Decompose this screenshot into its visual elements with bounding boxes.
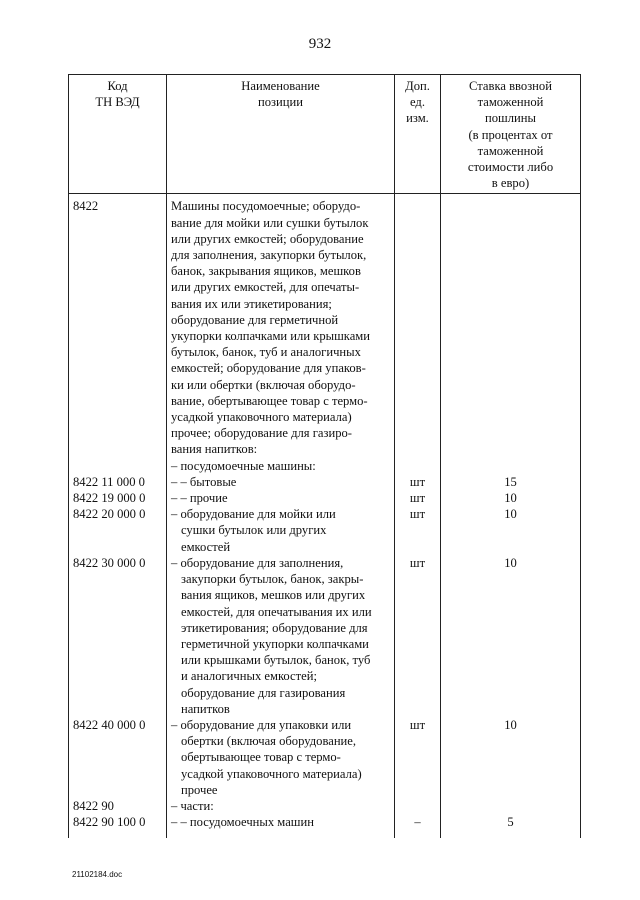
tariff-table [68,74,581,838]
cell-name [167,490,395,506]
header-unit [395,75,441,194]
cell-name-line: – оборудование для заполнения, [171,555,344,570]
cell-name-line: емкостей; оборудование для упаков- [171,361,366,376]
cell-name-line: усадкой упаковочного материала) [171,410,352,425]
cell-name-line: закупорки бутылок, банок, закры- [181,572,364,587]
cell-name-line: – части: [171,798,214,813]
cell-name [167,814,395,838]
cell-unit: шт [395,717,441,798]
cell-rate: 10 [441,490,581,506]
header-rate-line: в евро) [491,176,530,191]
cell-name-line: или других емкостей, для опечаты- [171,280,360,295]
cell-rate: 15 [441,474,581,490]
cell-name-line: – оборудование для мойки или [171,507,336,522]
cell-name-line: прочее [181,782,218,797]
cell-name-line: укупорки колпачками или крышками [171,329,371,344]
cell-name-line: – – бытовые [171,474,237,489]
cell-name [167,474,395,490]
cell-unit: шт [395,555,441,717]
header-rate-line: таможенной [477,143,544,158]
header-rate-line: стоимости либо [467,160,554,175]
footer-filename: 21102184.doc [72,870,123,879]
cell-code: 8422 40 000 0 [69,717,167,798]
cell-unit [395,798,441,814]
cell-code: 8422 11 000 0 [69,474,167,490]
cell-name-line: емкостей [181,539,231,554]
cell-name-line: бутылок, банок, туб и аналогичных [171,345,361,360]
header-code-line: ТН ВЭД [95,95,140,110]
cell-unit [395,458,441,474]
cell-rate: 10 [441,717,581,798]
cell-name-line: оборудование для герметичной [171,312,339,327]
table-body [69,194,581,838]
header-code-line: Код [107,79,128,93]
cell-name [167,194,395,458]
cell-unit: шт [395,490,441,506]
cell-code: 8422 19 000 0 [69,490,167,506]
cell-name-line: вания напитков: [171,442,258,457]
cell-name-line: этикетирования; оборудование для [181,620,368,635]
header-unit-line: Доп. [405,79,430,93]
cell-unit: – [395,814,441,838]
cell-name-line: вания ящиков, мешков или других [181,588,366,603]
cell-code: 8422 90 100 0 [69,814,167,838]
cell-name-line: и аналогичных емкостей; [181,669,317,684]
cell-unit: шт [395,474,441,490]
cell-code: 8422 [69,194,167,458]
page-number: 932 [308,36,332,52]
header-name-line: позиции [258,95,303,110]
cell-name [167,798,395,814]
cell-name-line: ки или обертки (включая оборудо- [171,377,356,392]
cell-name-line: сушки бутылок или других [181,523,327,538]
table-row [69,717,581,798]
cell-name [167,458,395,474]
header-code [69,75,167,194]
cell-name-line: вания их или этикетирования; [171,296,332,311]
cell-rate: 10 [441,555,581,717]
header-rate-line: Ставка ввозной [469,79,552,93]
cell-name-line: напитков [181,701,230,716]
cell-code: 8422 30 000 0 [69,555,167,717]
table-row [69,506,581,555]
header-rate [441,75,581,194]
cell-name-line: оборудование для газирования [181,685,346,700]
cell-rate: 10 [441,506,581,555]
cell-name-line: Машины посудомоечные; оборудо- [171,199,361,214]
table-header [69,75,581,194]
cell-name-line: вание для мойки или сушки бутылок [171,215,369,230]
cell-name-line: – – посудомоечных машин [171,815,314,830]
cell-rate: 5 [441,814,581,838]
cell-rate [441,798,581,814]
header-row [69,75,581,194]
cell-name-line: герметичной укупорки колпачками [181,636,369,651]
cell-name [167,717,395,798]
cell-name-line: банок, закрывания ящиков, мешков [171,264,361,279]
cell-code [69,458,167,474]
header-unit-line: ед. [410,95,425,110]
cell-code: 8422 20 000 0 [69,506,167,555]
header-rate-line: таможенной [477,95,544,110]
cell-code: 8422 90 [69,798,167,814]
cell-name-line: прочее; оборудование для газиро- [171,426,352,441]
cell-name-line: усадкой упаковочного материала) [181,766,362,781]
header-rate-line: (в процентах от [468,127,553,142]
table-row [69,814,581,838]
cell-name-line: для заполнения, закупорки бутылок, [171,248,367,263]
cell-name-line: – посудомоечные машины: [171,458,316,473]
cell-name-line: емкостей, для опечатывания их или [181,604,372,619]
cell-unit [395,194,441,458]
table-row [69,555,581,717]
table-row [69,458,581,474]
cell-name-line: или других емкостей; оборудование [171,231,364,246]
cell-name-line: вание, обертывающее товар с термо- [171,393,368,408]
cell-name-line: – – прочие [171,491,228,506]
cell-rate [441,458,581,474]
tariff-table-container [68,74,580,838]
cell-name-line: обертывающее товар с термо- [181,750,341,765]
cell-name-line: или крышками бутылок, банок, туб [181,653,371,668]
cell-name [167,506,395,555]
header-unit-line: изм. [406,111,429,126]
table-row [69,474,581,490]
cell-name-line: обертки (включая оборудование, [181,734,357,749]
cell-name-line: – оборудование для упаковки или [171,717,352,732]
header-name-line: Наименование [241,79,320,93]
table-row [69,490,581,506]
table-row [69,798,581,814]
header-name [167,75,395,194]
cell-rate [441,194,581,458]
cell-name [167,555,395,717]
table-row [69,194,581,458]
header-rate-line: пошлины [485,111,536,126]
cell-unit: шт [395,506,441,555]
